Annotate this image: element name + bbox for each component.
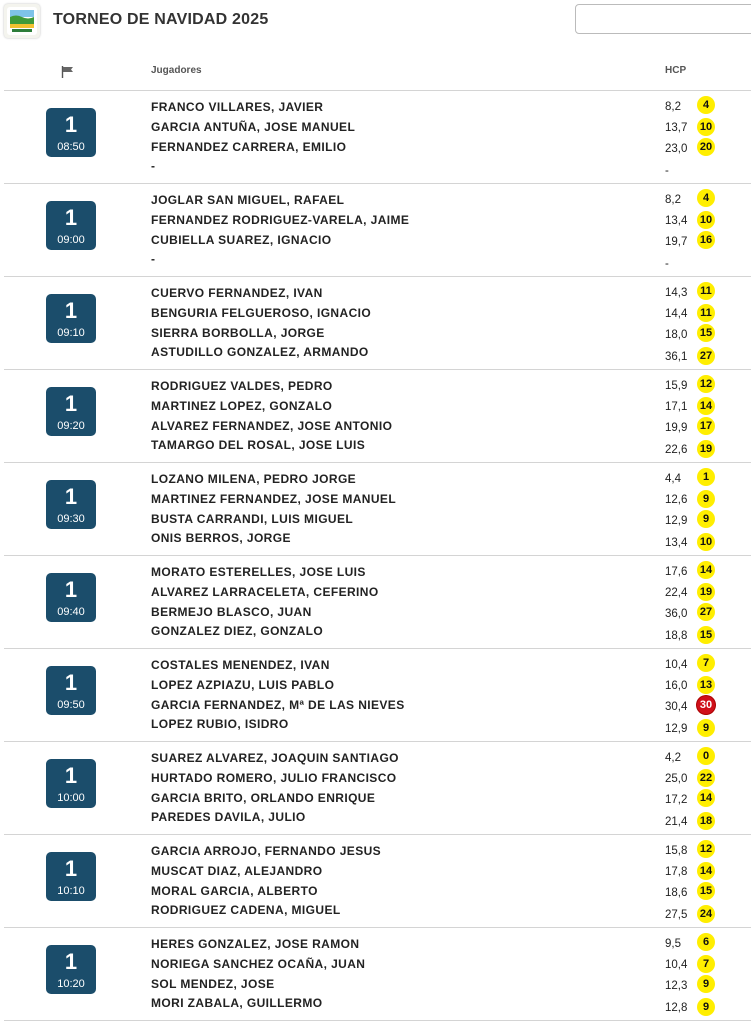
player-name[interactable]: RODRIGUEZ CADENA, MIGUEL [151,903,341,917]
playing-handicap-badge: 4 [697,189,715,207]
tee-time: 10:10 [57,885,85,897]
tee-time: 09:20 [57,420,85,432]
playing-handicap-badge: 20 [697,138,715,156]
player-name[interactable]: SIERRA BORBOLLA, JORGE [151,326,325,340]
player-name: - [151,159,156,173]
tee-time-badge[interactable] [46,759,96,808]
playing-handicap-badge: 14 [697,789,715,807]
tee-time-group[interactable] [0,463,751,556]
playing-handicap-badge: 4 [697,96,715,114]
player-name[interactable]: GARCIA BRITO, ORLANDO ENRIQUE [151,791,376,805]
player-handicap: 36,1 [665,351,688,363]
tee-time-badge[interactable] [46,573,96,622]
tee-number: 1 [64,298,78,323]
playing-handicap-badge: 12 [697,840,715,858]
player-name[interactable]: LOPEZ AZPIAZU, LUIS PABLO [151,678,335,692]
player-handicap: 13,4 [665,215,688,227]
tee-number: 1 [64,484,78,509]
playing-handicap-badge: 9 [697,510,715,528]
player-handicap: 30,4 [665,701,688,713]
player-handicap: 10,4 [665,659,688,671]
tee-time-badge[interactable] [46,294,96,343]
player-handicap: 13,4 [665,537,688,549]
playing-handicap-badge: 9 [697,975,715,993]
player-handicap: 25,0 [665,773,688,785]
playing-handicap-badge: 10 [697,533,715,551]
player-name[interactable]: TAMARGO DEL ROSAL, JOSE LUIS [151,438,366,452]
playing-handicap-badge: 15 [697,882,715,900]
player-handicap: 36,0 [665,608,688,620]
playing-handicap-badge: 22 [697,769,715,787]
playing-handicap-badge: 14 [697,862,715,880]
tee-time-badge[interactable] [46,387,96,436]
player-name[interactable]: CUBIELLA SUAREZ, IGNACIO [151,233,332,247]
tee-number: 1 [64,670,78,695]
player-name[interactable]: GARCIA FERNANDEZ, Mª DE LAS NIEVES [151,698,405,712]
player-handicap: 22,4 [665,587,688,599]
player-name[interactable]: ONIS BERROS, JORGE [151,531,291,545]
player-name[interactable]: BUSTA CARRANDI, LUIS MIGUEL [151,512,354,526]
tee-time-group[interactable] [0,742,751,835]
player-name[interactable]: BERMEJO BLASCO, JUAN [151,605,312,619]
playing-handicap-badge: 16 [697,231,715,249]
playing-handicap-badge: 0 [697,747,715,765]
player-name[interactable]: FRANCO VILLARES, JAVIER [151,100,324,114]
player-handicap: 19,9 [665,422,688,434]
player-name[interactable]: CUERVO FERNANDEZ, IVAN [151,286,323,300]
player-handicap: 12,3 [665,980,688,992]
player-name[interactable]: MARTINEZ LOPEZ, GONZALO [151,399,333,413]
player-name[interactable]: COSTALES MENENDEZ, IVAN [151,658,330,672]
tee-time-badge[interactable] [46,945,96,994]
player-name[interactable]: FERNANDEZ CARRERA, EMILIO [151,140,347,154]
tee-time: 09:40 [57,606,85,618]
player-name[interactable]: SOL MENDEZ, JOSE [151,977,275,991]
playing-handicap-badge: 9 [697,719,715,737]
player-name[interactable]: MORATO ESTERELLES, JOSE LUIS [151,565,366,579]
player-handicap: 17,2 [665,794,688,806]
player-handicap: 18,6 [665,887,688,899]
playing-handicap-badge: 27 [697,603,715,621]
playing-handicap-badge: 30 [697,696,715,714]
player-name[interactable]: GONZALEZ DIEZ, GONZALO [151,624,324,638]
player-name[interactable]: LOPEZ RUBIO, ISIDRO [151,717,289,731]
tee-number: 1 [64,391,78,416]
search-input[interactable] [575,4,751,34]
tee-time-group[interactable] [0,649,751,742]
player-name[interactable]: ALVAREZ LARRACELETA, CEFERINO [151,585,379,599]
tee-time: 09:00 [57,234,85,246]
playing-handicap-badge: 11 [697,304,715,322]
player-handicap: - [665,165,669,177]
tee-time-badge[interactable] [46,108,96,157]
tee-time-badge[interactable] [46,852,96,901]
tee-time-group[interactable] [0,277,751,370]
playing-handicap-badge: 24 [697,905,715,923]
tee-time-group[interactable] [0,91,751,184]
tee-time: 08:50 [57,141,85,153]
player-name[interactable]: HURTADO ROMERO, JULIO FRANCISCO [151,771,397,785]
tee-time-badge[interactable] [46,480,96,529]
app-header [0,0,751,44]
player-handicap: 21,4 [665,816,688,828]
player-handicap: 17,8 [665,866,688,878]
player-handicap: 14,3 [665,287,688,299]
tee-number: 1 [64,949,78,974]
flag-icon [61,65,75,83]
tee-time: 10:20 [57,978,85,990]
tee-time-badge[interactable] [46,666,96,715]
tee-number: 1 [64,856,78,881]
player-name[interactable]: JOGLAR SAN MIGUEL, RAFAEL [151,193,345,207]
player-name[interactable]: NORIEGA SANCHEZ OCAÑA, JUAN [151,957,366,971]
table-header [0,58,751,90]
playing-handicap-badge: 10 [697,118,715,136]
playing-handicap-badge: 12 [697,375,715,393]
playing-handicap-badge: 6 [697,933,715,951]
column-header-hcp[interactable]: HCP [665,65,687,76]
tee-number: 1 [64,112,78,137]
tee-time-group[interactable] [0,184,751,277]
column-header-players[interactable]: Jugadores [151,65,202,76]
player-handicap: 16,0 [665,680,688,692]
player-name[interactable]: GARCIA ANTUÑA, JOSE MANUEL [151,120,356,134]
tee-time-group[interactable] [0,835,751,928]
tee-time: 09:10 [57,327,85,339]
player-name[interactable]: GARCIA ARROJO, FERNANDO JESUS [151,844,382,858]
playing-handicap-badge: 10 [697,211,715,229]
player-handicap: 17,6 [665,566,688,578]
tee-time-badge[interactable] [46,201,96,250]
playing-handicap-badge: 19 [697,440,715,458]
tee-number: 1 [64,763,78,788]
player-handicap: 17,1 [665,401,688,413]
player-name[interactable]: MARTINEZ FERNANDEZ, JOSE MANUEL [151,492,397,506]
player-name[interactable]: HERES GONZALEZ, JOSE RAMON [151,937,360,951]
playing-handicap-badge: 11 [697,282,715,300]
player-handicap: 12,9 [665,515,688,527]
player-handicap: 8,2 [665,101,681,113]
tee-number: 1 [64,205,78,230]
player-handicap: 22,6 [665,444,688,456]
club-logo[interactable] [4,4,40,38]
playing-handicap-badge: 27 [697,347,715,365]
player-handicap: - [665,258,669,270]
player-handicap: 10,4 [665,959,688,971]
player-handicap: 18,8 [665,630,688,642]
player-name[interactable]: MUSCAT DIAZ, ALEJANDRO [151,864,323,878]
playing-handicap-badge: 9 [697,490,715,508]
player-handicap: 9,5 [665,938,681,950]
playing-handicap-badge: 15 [697,324,715,342]
playing-handicap-badge: 7 [697,955,715,973]
playing-handicap-badge: 7 [697,654,715,672]
playing-handicap-badge: 1 [697,468,715,486]
player-name[interactable]: ASTUDILLO GONZALEZ, ARMANDO [151,345,369,359]
playing-handicap-badge: 15 [697,626,715,644]
tee-time: 09:30 [57,513,85,525]
player-handicap: 18,0 [665,329,688,341]
playing-handicap-badge: 19 [697,583,715,601]
player-handicap: 12,6 [665,494,688,506]
playing-handicap-badge: 14 [697,397,715,415]
tee-number: 1 [64,577,78,602]
player-name[interactable]: FERNANDEZ RODRIGUEZ-VARELA, JAIME [151,213,410,227]
player-handicap: 4,2 [665,752,681,764]
player-name: - [151,252,156,266]
player-name[interactable]: ALVAREZ FERNANDEZ, JOSE ANTONIO [151,419,393,433]
player-name[interactable]: MORAL GARCIA, ALBERTO [151,884,318,898]
player-name[interactable]: RODRIGUEZ VALDES, PEDRO [151,379,333,393]
tee-time-group[interactable] [0,928,751,1021]
tee-time: 10:00 [57,792,85,804]
playing-handicap-badge: 14 [697,561,715,579]
player-name[interactable]: SUAREZ ALVAREZ, JOAQUIN SANTIAGO [151,751,399,765]
player-name[interactable]: LOZANO MILENA, PEDRO JORGE [151,472,357,486]
player-name[interactable]: MORI ZABALA, GUILLERMO [151,996,323,1010]
player-handicap: 4,4 [665,473,681,485]
player-handicap: 14,4 [665,308,688,320]
player-handicap: 8,2 [665,194,681,206]
player-handicap: 13,7 [665,122,688,134]
player-handicap: 23,0 [665,143,688,155]
player-handicap: 12,8 [665,1002,688,1014]
playing-handicap-badge: 13 [697,676,715,694]
player-name[interactable]: PAREDES DAVILA, JULIO [151,810,306,824]
tee-time-group[interactable] [0,370,751,463]
player-handicap: 27,5 [665,909,688,921]
page-title: TORNEO DE NAVIDAD 2025 [53,11,269,28]
player-handicap: 15,8 [665,845,688,857]
row-divider [4,1020,751,1021]
playing-handicap-badge: 9 [697,998,715,1016]
playing-handicap-badge: 18 [697,812,715,830]
player-handicap: 19,7 [665,236,688,248]
player-handicap: 12,9 [665,723,688,735]
tee-time: 09:50 [57,699,85,711]
player-name[interactable]: BENGURIA FELGUEROSO, IGNACIO [151,306,372,320]
playing-handicap-badge: 17 [697,417,715,435]
player-handicap: 15,9 [665,380,688,392]
tee-time-group[interactable] [0,556,751,649]
